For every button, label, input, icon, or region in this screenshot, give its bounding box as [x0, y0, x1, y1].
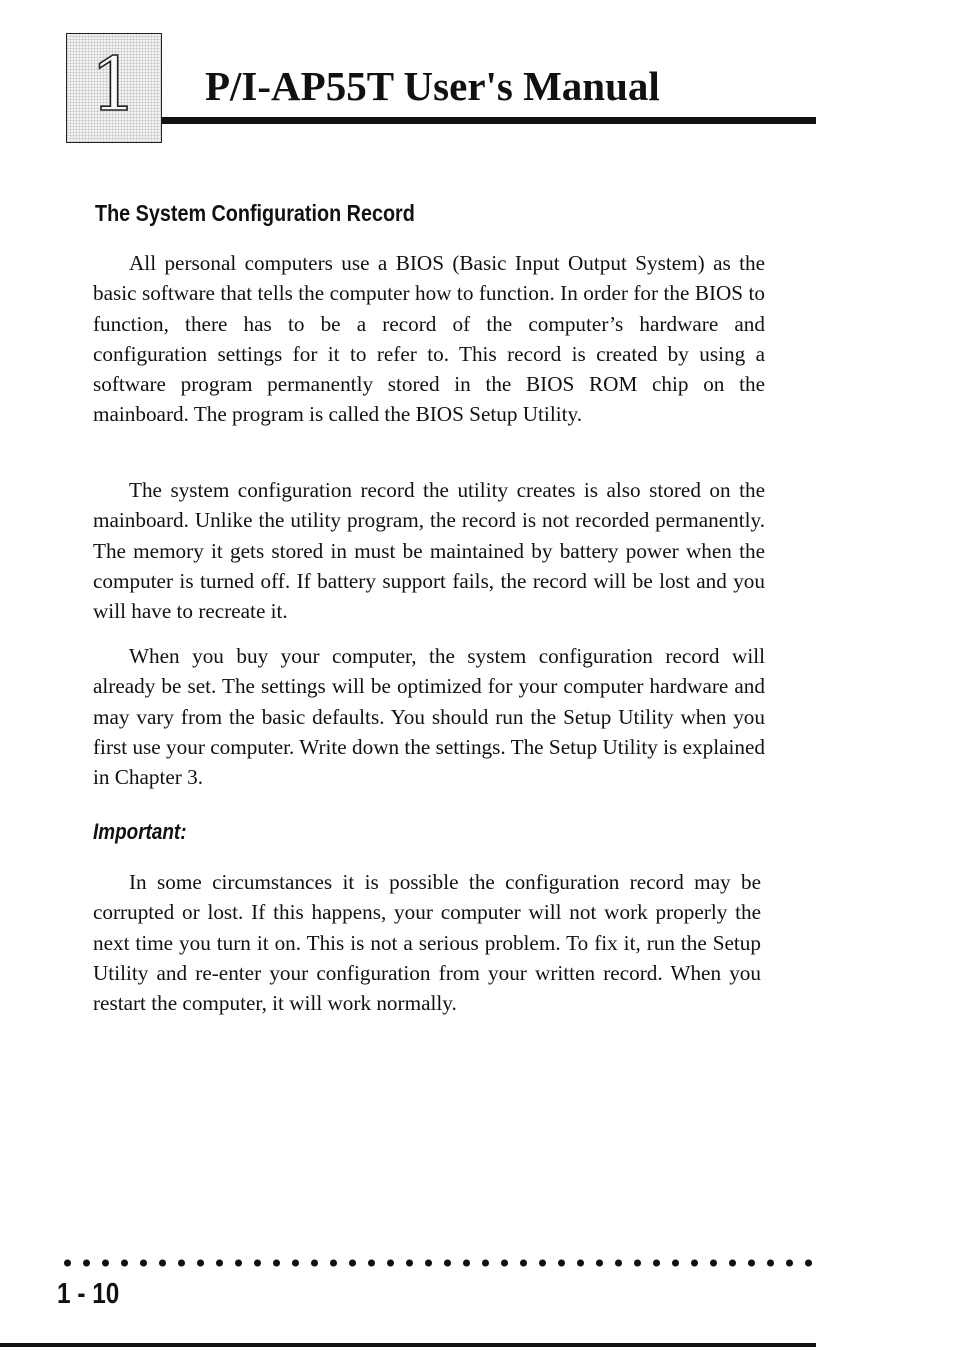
section-heading: The System Configuration Record: [95, 200, 415, 226]
important-label: Important:: [93, 819, 187, 844]
page-title: P/I-AP55T User's Manual: [205, 63, 660, 109]
chapter-number: 1: [90, 42, 138, 128]
header-rule: [162, 117, 816, 124]
chapter-number-box: [66, 33, 162, 143]
body-paragraph: All personal computers use a BIOS (Basic Input Output System) as the basic software that tells the computer how to function. In order for the BIOS to function, there has to be a record of the computer’s hardware and configuration settings for it to refer to. This record is created by using a software program permanently stored in the BIOS ROM chip on the mainboard. The program is called the BIOS Setup Utility.: [93, 251, 765, 427]
important-paragraph: In some circumstances it is possible the configuration record may be corrupted or lost. If this happens, your computer will not work properly the next time you turn it on. This is not a serious problem. To fix it, run the Setup Utility and re-enter your configuration from your written record. When you restart the computer, it will work normally.: [93, 870, 761, 1016]
footer-dot-divider: [58, 1256, 820, 1270]
body-paragraph: When you buy your computer, the system configuration record will already be set. The settings will be optimized for your computer hardware and may vary from the basic defaults. You should run the Setup Utility when you first use your computer. Write down the settings. The Setup Utility is explained in Chapter 3.: [93, 644, 765, 790]
footer-rule: [0, 1343, 816, 1347]
body-paragraph: The system configuration record the utility creates is also stored on the mainboard. Unlike the utility program, the record is not recorded permanently. The memory it gets stored in must be maintained by battery power when the computer is turned off. If battery support fails, the record will be lost and you will have to recreate it.: [93, 478, 765, 624]
page-number: 1 - 10: [57, 1278, 120, 1310]
